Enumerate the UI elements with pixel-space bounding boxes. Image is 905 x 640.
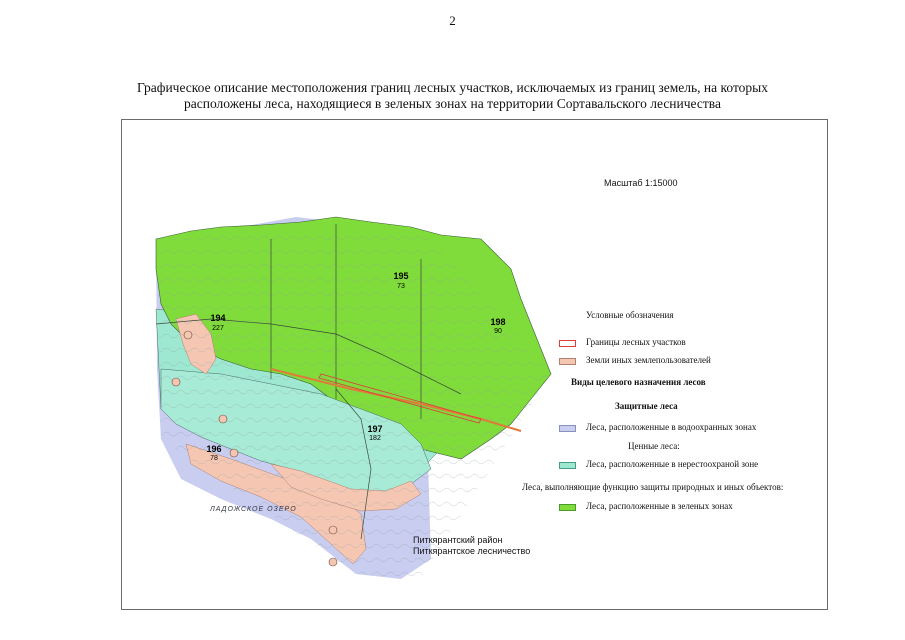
- map-scale: Масштаб 1:15000: [604, 178, 678, 188]
- legend-purpose-heading: Виды целевого назначения лесов: [571, 377, 706, 387]
- quarter-area-198: 90: [494, 328, 502, 335]
- district-name: Питкярантский район: [413, 535, 503, 545]
- quarter-label-195: 195: [393, 271, 409, 281]
- quarter-area-196: 78: [210, 455, 218, 462]
- quarter-label-196: 196: [206, 444, 222, 454]
- title-line-1: Графическое описание местоположения границ лесных участков, исключаемых из границ земель, на которых: [137, 80, 768, 95]
- legend-heading: Условные обозначения: [586, 310, 674, 320]
- title-line-2: расположены леса, находящиеся в зеленых зонах на территории Сортавальского лесничества: [184, 96, 721, 111]
- quarter-label-197: 197: [367, 424, 383, 434]
- legend-water-protection: Леса, расположенные в водоохранных зонах: [586, 422, 757, 432]
- quarter-area-195: 73: [397, 283, 405, 290]
- site-marker: [184, 331, 192, 339]
- legend-spawning: Леса, расположенные в нерестоохраной зоне: [586, 459, 759, 469]
- site-marker: [230, 449, 238, 457]
- site-marker: [172, 378, 180, 386]
- legend-other-lands: Земли иных землепользователей: [586, 355, 711, 365]
- legend-swatch-green: [559, 504, 576, 511]
- legend-swatch-water: [559, 425, 576, 432]
- quarter-area-194: 227: [212, 325, 224, 332]
- document-title: [60, 80, 845, 112]
- legend-swatch-other-lands: [559, 358, 576, 365]
- quarter-label-198: 198: [490, 317, 506, 327]
- legend-swatch-spawning: [559, 462, 576, 469]
- site-marker: [219, 415, 227, 423]
- site-marker: [329, 526, 337, 534]
- lake-label: ЛАДОЖСКОЕ ОЗЕРО: [210, 506, 297, 513]
- quarter-area-197: 182: [369, 435, 381, 442]
- district-label: [413, 535, 530, 557]
- quarter-label-194: 194: [210, 313, 226, 323]
- legend-protective-heading: Защитные леса: [615, 401, 678, 411]
- legend-swatch-boundaries: [559, 340, 576, 347]
- legend-green-zones: Леса, расположенные в зеленых зонах: [586, 501, 733, 511]
- legend-boundaries: Границы лесных участков: [586, 337, 686, 347]
- forestry-name: Питкярантское лесничество: [413, 546, 531, 556]
- legend-protective-function: Леса, выполняющие функцию защиты природных и иных объектов:: [522, 482, 784, 492]
- legend-valuable: Ценные леса:: [628, 441, 680, 451]
- site-marker: [329, 558, 337, 566]
- page-number: 2: [449, 13, 456, 28]
